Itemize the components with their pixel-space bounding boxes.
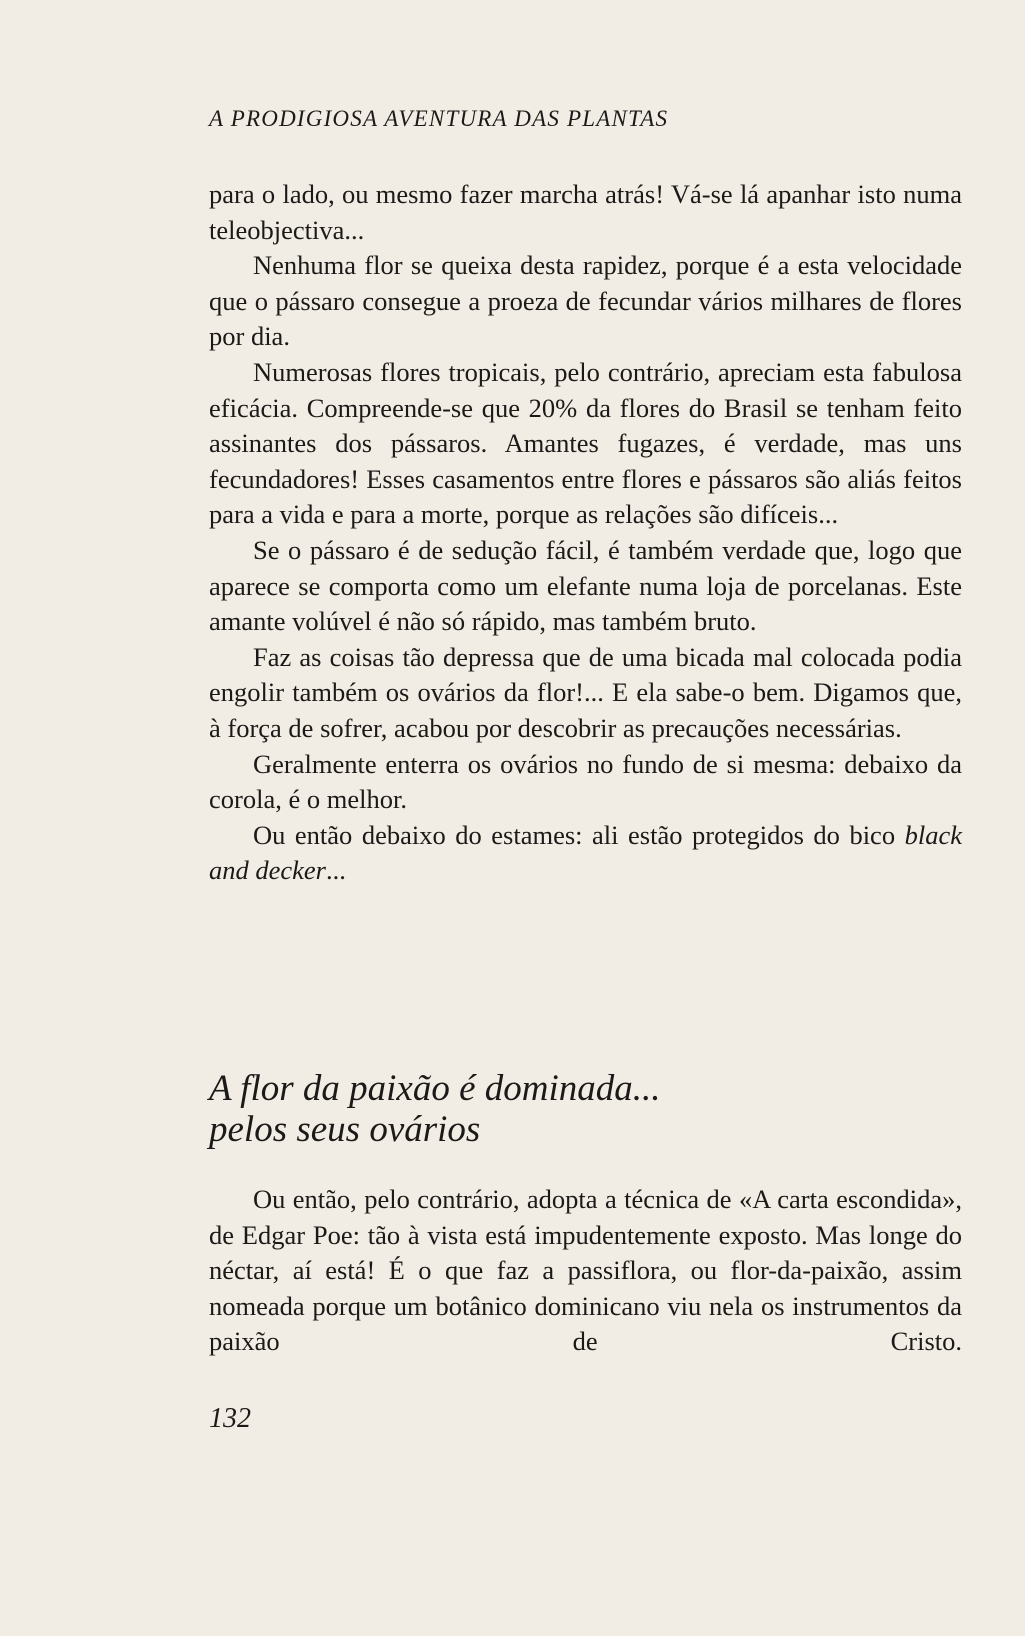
section-heading bbox=[209, 1068, 969, 1150]
paragraph-7-ellipsis: ... bbox=[326, 855, 346, 886]
paragraph-5: Faz as coisas tão depressa que de uma bicada mal colocada podia engolir também os ovários da flor!... E ela sabe-o bem. Digamos que, à força de sofrer, acabou por descobrir as precauções necessárias. bbox=[209, 641, 962, 743]
paragraph-3: Numerosas flores tropicais, pelo contrário, apreciam esta fabulosa eficácia. Compreende-se que 20% da flores do Brasil se tenham feito assinantes dos pássaros. Amantes fugazes, é verdade, mas uns fecundadores! Esses casamentos entre flores e pássaros são aliás feitos para a vida e para a morte, porque as relações são difíceis... bbox=[209, 356, 962, 530]
paragraph-6: Geralmente enterra os ovários no fundo de si mesma: debaixo da corola, é o melhor. bbox=[209, 748, 962, 815]
page-number: 132 bbox=[209, 1403, 251, 1434]
paragraph-4: Se o pássaro é de sedução fácil, é também verdade que, logo que aparece se comporta como um elefante numa loja de porcelanas. Este amante volúvel é não só rápido, mas também bruto. bbox=[209, 534, 962, 637]
section-heading-line-1: A flor da paixão é dominada... bbox=[209, 1068, 661, 1109]
paragraph-7 bbox=[209, 818, 962, 889]
running-header: A PRODIGIOSA AVENTURA DAS PLANTAS bbox=[209, 106, 669, 131]
paragraph-7-italic: black and decker bbox=[209, 819, 962, 886]
paragraph-7-text: Ou então debaixo do estames: ali estão protegidos do bico bbox=[253, 819, 905, 850]
body-text-section-1 bbox=[209, 177, 962, 889]
paragraph-8: Ou então, pelo contrário, adopta a técnica de «A carta escondida», de Edgar Poe: tão à vista está impudentemente exposto. Mas longe do néctar, aí está! É o que faz a passiflora, ou flor-da-paixão, assim nomeada porque um botânico dominicano viu nela os instrumentos da paixão de Cristo. bbox=[209, 1184, 962, 1357]
paragraph-1: para o lado, ou mesmo fazer marcha atrás! Vá-se lá apanhar isto numa teleobjectiva... bbox=[209, 179, 962, 245]
body-text-section-2 bbox=[209, 1182, 962, 1360]
paragraph-2: Nenhuma flor se queixa desta rapidez, porque é a esta velocidade que o pássaro consegue a proeza de fecundar vários milhares de flores por dia. bbox=[209, 250, 962, 352]
section-heading-line-2: pelos seus ovários bbox=[209, 1109, 481, 1150]
